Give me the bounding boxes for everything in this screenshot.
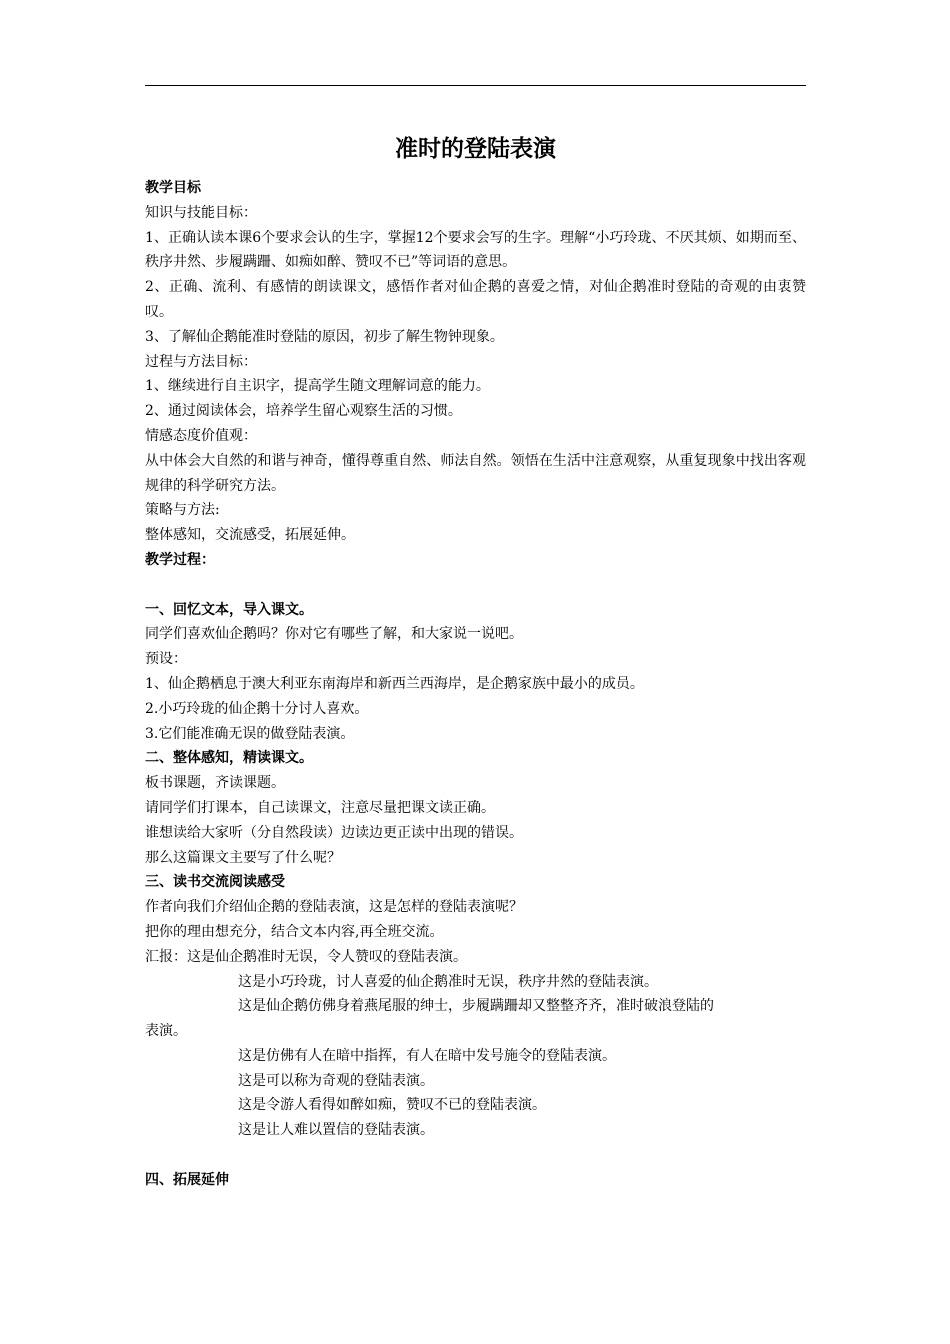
section-1-heading: 一、回忆文本，导入课文。	[145, 601, 313, 618]
section-1-paragraph: 3.它们能准确无误的做登陆表演。	[145, 725, 355, 742]
header-rule	[145, 85, 806, 86]
section-3-paragraph: 把你的理由想充分，结合文本内容,再全班交流。	[145, 923, 444, 940]
section-4-heading: 四、拓展延伸	[145, 1171, 229, 1188]
spacer	[145, 573, 806, 598]
section-3-indented-line: 这是让人难以置信的登陆表演。	[238, 1122, 434, 1139]
teaching-process-heading: 教学过程：	[145, 551, 215, 568]
strategy-text: 整体感知，交流感受，拓展延伸。	[145, 527, 355, 544]
knowledge-item-1: 1、正确认读本课6个要求会认的生字，掌握12个要求会写的生字。理解“小巧玲珑、不厌其烦、如期而至、秩序井然、步履蹒跚、如痴如醉、赞叹不已”等词语的意思。	[145, 229, 806, 271]
section-1-paragraph: 2.小巧玲珑的仙企鹅十分讨人喜欢。	[145, 700, 369, 717]
emotion-heading: 情感态度价值观：	[145, 427, 257, 444]
document-body	[145, 176, 806, 1193]
process-goal-item-1: 1、继续进行自主识字，提高学生随文理解词意的能力。	[145, 378, 490, 395]
strategy-heading: 策略与方法:	[145, 502, 220, 519]
section-1-paragraph: 1、仙企鹅栖息于澳大利亚东南海岸和新西兰西海岸，是企鹅家族中最小的成员。	[145, 675, 644, 692]
section-3-paragraph: 汇报：这是仙企鹅准时无误，令人赞叹的登陆表演。	[145, 948, 467, 965]
knowledge-item-3: 3、了解仙企鹅能准时登陆的原因，初步了解生物钟现象。	[145, 328, 504, 345]
section-3-indented-line: 这是小巧玲珑，讨人喜爱的仙企鹅准时无误，秩序井然的登陆表演。	[238, 973, 658, 990]
knowledge-heading: 知识与技能目标：	[145, 204, 257, 221]
section-1-paragraph: 预设：	[145, 651, 187, 668]
section-3-indented-line: 这是可以称为奇观的登陆表演。	[238, 1072, 434, 1089]
emotion-text: 从中体会大自然的和谐与神奇，懂得尊重自然、师法自然。领悟在生活中注意观察，从重复现象中找出客观规律的科学研究方法。	[145, 452, 806, 494]
section-2-paragraph: 谁想读给大家听（分自然段读）边读边更正读中出现的错误。	[145, 824, 523, 841]
section-3-indented-line: 这是仿佛有人在暗中指挥，有人在暗中发号施令的登陆表演。	[238, 1047, 616, 1064]
spacer	[145, 1143, 806, 1168]
process-goal-heading: 过程与方法目标：	[145, 353, 257, 370]
section-3-indented-line: 这是仙企鹅仿佛身着燕尾服的绅士，步履蹒跚却又整整齐齐，准时破浪登陆的	[238, 998, 714, 1015]
section-3-paragraph: 作者向我们介绍仙企鹅的登陆表演，这是怎样的登陆表演呢？	[145, 899, 523, 916]
knowledge-item-2: 2、正确、流利、有感情的朗读课文，感悟作者对仙企鹅的喜爱之情，对仙企鹅准时登陆的奇观的由衷赞叹。	[145, 279, 806, 320]
section-3-indented-line: 这是令游人看得如醉如痴，赞叹不已的登陆表演。	[238, 1097, 546, 1114]
section-1-paragraph: 同学们喜欢仙企鹅吗？你对它有哪些了解，和大家说一说吧。	[145, 626, 523, 643]
section-2-paragraph: 板书课题，齐读课题。	[145, 775, 285, 792]
document-title: 准时的登陆表演	[395, 136, 556, 162]
objectives-heading: 教学目标	[145, 180, 201, 196]
process-goal-item-2: 2、通过阅读体会，培养学生留心观察生活的习惯。	[145, 403, 462, 420]
section-3-continued-line: 表演。	[145, 1023, 187, 1040]
section-2-heading: 二、整体感知，精读课文。	[145, 750, 313, 767]
section-2-paragraph: 那么这篇课文主要写了什么呢？	[145, 849, 341, 866]
section-2-paragraph: 请同学们打课本，自己读课文，注意尽量把课文读正确。	[145, 799, 495, 816]
section-3-heading: 三、读书交流阅读感受	[145, 874, 285, 891]
